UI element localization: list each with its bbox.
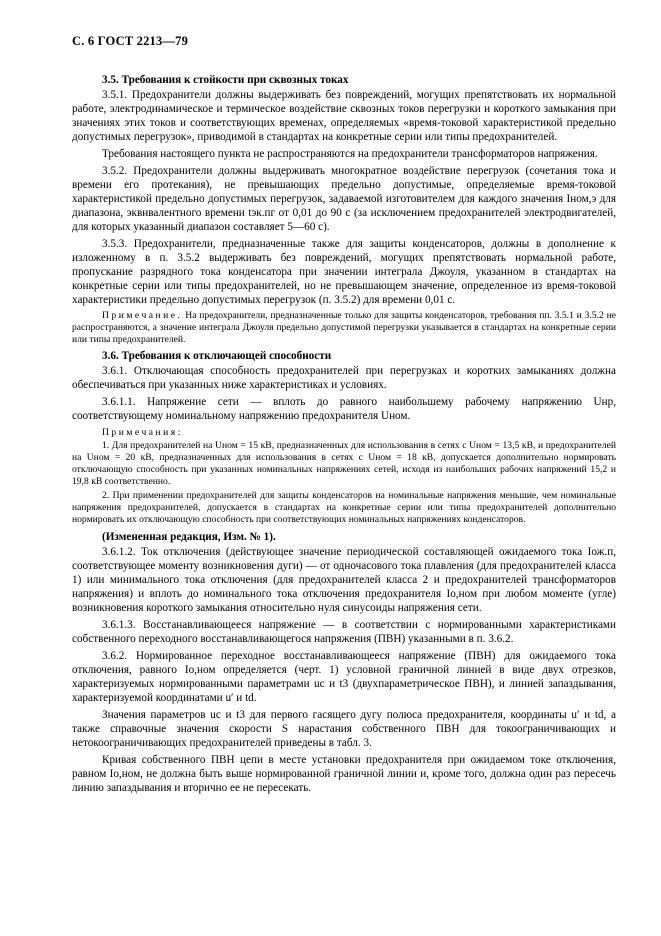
note-text: На предохранители, предназначенные только для защиты конденсаторов, требования пп. 3.5.1 и 3.5.2 не распространяются, а значение интеграла Джоуля предельно допустимой перегрузки указывается в стандартах на конкретные серии или типы предохранителей. (72, 310, 616, 345)
note-2: 2. При применении предохранителей для защиты конденсаторов на номинальные напряжения меньшие, чем номинальные напряжения предохранителей, допускается в стандартах на конкретные серии или типы предохранителей дополнительно нормировать их отключающую способность при соответствующих номинальных напряжениях конденсаторов. (72, 490, 616, 525)
section-3-5-title: 3.5. Требования к стойкости при сквозных токах (102, 74, 349, 86)
para-3-6-2-c: Кривая собственного ПВН цепи в месте установки предохранителя при ожидаемом токе отключения, равном Iо,ном, не должна быть выше нормированной граничной линии и, кроме того, должна один раз пересечь линию запаздывания и вторично ее не пересекать. (72, 753, 616, 794)
para-3-6-1-2: 3.6.1.2. Ток отключения (действующее значение периодической составляющей ожидаемого тока Iож.п, соответствующее моменту возникновения дуги) — от одночасового тока плавления (для предохранителей класса 1) или минимального тока отключения (для предохранителей класса 2 и предохранителей трансформаторов напряжения) и вплоть до номинального тока отключения предохранителя Iо,ном при любом моменте (угле) возникновения короткого замыкания относительно нуля синусоиды напряжения сети. (72, 545, 616, 614)
para-3-5-3: 3.5.3. Предохранители, предназначенные также для защиты конденсаторов, должны в дополнение к изложенному в п. 3.5.2 выдерживать без повреждений, могущих препятствовать нормальной работе, пропускание разрядного тока конденсатора при значении интеграла Джоуля, указанном в стандартах на конкретные серии или типы предохранителей, но не превышающем значение, определенное из время-токовой характеристики предельно допустимых перегрузок (п. 3.5.2) для времени 0,01 с. (72, 238, 616, 306)
para-3-6-2-b: Значения параметров uc и t3 для первого гасящего дугу полюса предохранителя, координаты u′ и td, а также справочные значения скорости S нарастания собственного ПВН для токоограничивающих и нетокоограничивающих предохранителей приведены в табл. 3. (72, 708, 616, 749)
document-page (72, 34, 616, 798)
note-1: 1. Для предохранителей на Uном = 15 кВ, предназначенных для использования в сетях с Uном = 13,5 кВ, и предохранителей на Uном = 20 кВ, предназначенных для использования в сетях с Uном = 18 кВ, допускается дополнительно нормировать отключающую способность при указанных номинальных напряжениях сетей, исходя из наибольших рабочих напряжений 15,2 и 19,8 кВ соответственно. (72, 440, 616, 487)
para-3-6-1-3: 3.6.1.3. Восстанавливающееся напряжение — в соответствии с нормированными характеристиками собственного переходного восстанавливающегося напряжения (ПВН) указанными в п. 3.6.2. (72, 618, 616, 645)
page-header: С. 6 ГОСТ 2213—79 (72, 34, 189, 48)
para-3-6-2: 3.6.2. Нормированное переходное восстанавливающееся напряжение (ПВН) для ожидаемого тока отключения, равного Iо,ном определяется (черт. 1) условной граничной линией в виде двух отрезков, характеризуемых нормированными параметрами uc и t3 (двухпараметрическое ПВН), и линией запаздывания, характеризуемой координатами u′ и td. (72, 649, 616, 704)
notes-label: Примечания: (102, 427, 183, 439)
para-3-5-1: 3.5.1. Предохранители должны выдерживать без повреждений, могущих препятствовать их нормальной работе, электродинамическое и термическое воздействие сквозных токов перегрузки и короткого замыкания при значениях этих токов и соответствующих временах, определяемых «время-токовой характеристикой предельно допустимых перегрузок», приводимой в стандартах на конкретные серии или типы предохранителей. (72, 89, 616, 143)
para-3-6-1-1: 3.6.1.1. Напряжение сети — вплоть до равного наибольшему рабочему напряжению Uнр, соответствующему номинальному напряжению предохранителя Uном. (72, 396, 616, 423)
note-label: Примечание. (102, 310, 183, 321)
note-3-5 (72, 310, 616, 345)
para-3-6-1: 3.6.1. Отключающая способность предохранителей при перегрузках и коротких замыканиях должна обеспечиваться при указанных ниже характеристиках и условиях. (72, 365, 616, 392)
para-3-5-2: 3.5.2. Предохранители должны выдерживать многократное воздействие перегрузок (сочетания тока и времени его протекания), не превышающих предельно допустимые, определяемые время-токовой характеристикой предельно допустимых перегрузок, задаваемой изготовителем для каждого значения Iном,э для диапазона, эквивалентного времени tэк.пг от 0,01 до 90 с (за исключением предохранителей электродвигателей, для которых указанный диапазон составляет 5—60 с). (72, 165, 616, 233)
para-3-5-1-b: Требования настоящего пункта не распространяются на предохранители трансформаторов напряжения. (102, 148, 598, 160)
edition-note: (Измененная редакция, Изм. № 1). (102, 530, 276, 543)
section-3-6-title: 3.6. Требования к отключающей способности (102, 350, 332, 363)
